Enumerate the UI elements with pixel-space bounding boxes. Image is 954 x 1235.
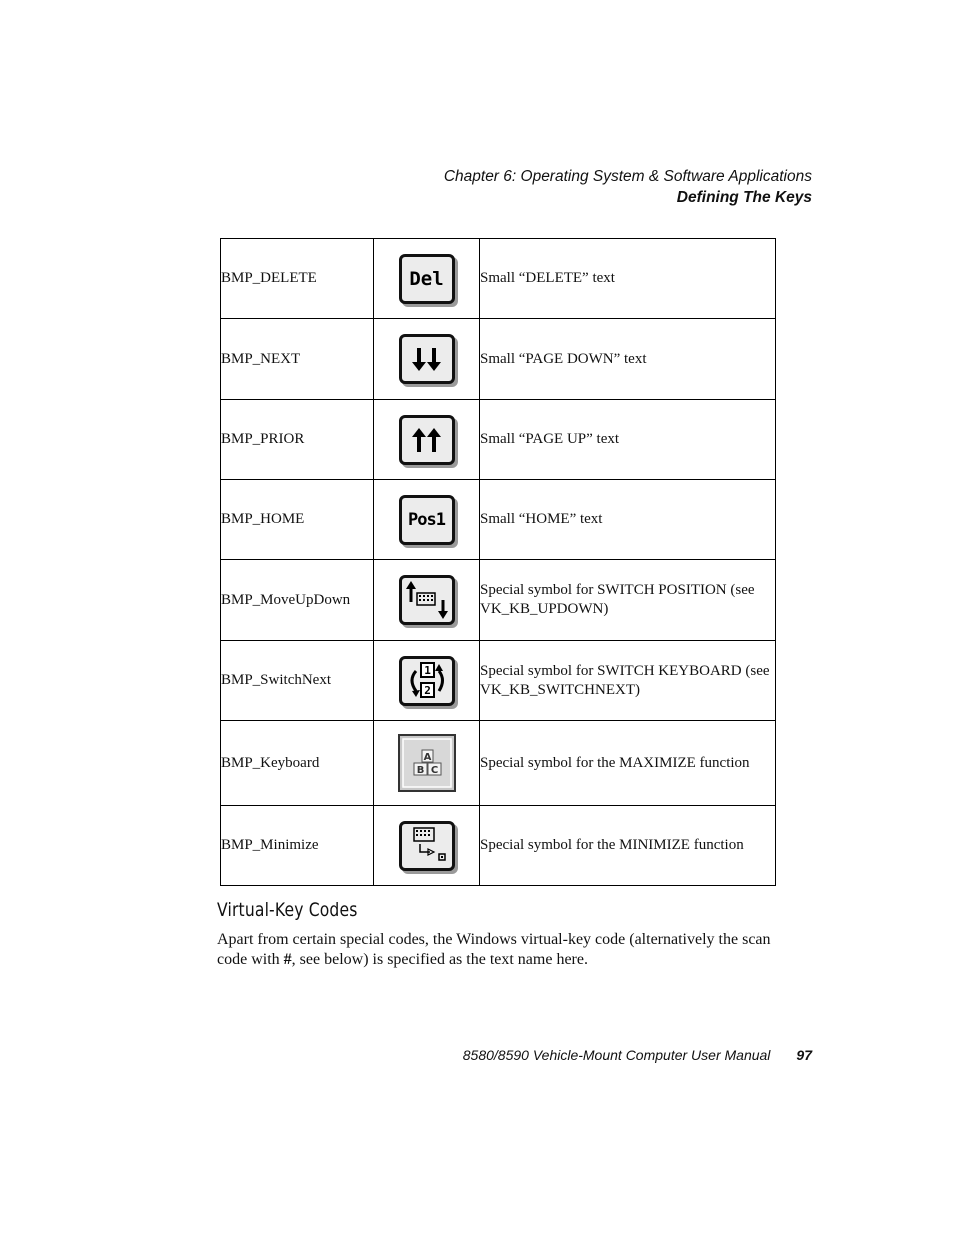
- double-up-arrow-key-icon: [399, 415, 455, 465]
- abc-label-a: A: [423, 752, 431, 763]
- key-description: Small “HOME” text: [480, 480, 776, 560]
- section-heading: Virtual-Key Codes: [217, 899, 358, 921]
- del-key-icon: Del: [399, 254, 455, 304]
- table-row: [221, 400, 776, 480]
- key-name: BMP_DELETE: [221, 239, 374, 319]
- page-footer: [463, 1047, 812, 1063]
- key-name: BMP_Minimize: [221, 806, 374, 886]
- move-up-down-key-icon: [399, 575, 455, 625]
- table-row: [221, 560, 776, 641]
- page-number: 97: [796, 1047, 812, 1063]
- key-description: Special symbol for SWITCH KEYBOARD (see VK_KB_SWITCHNEXT): [480, 641, 776, 721]
- key-name: BMP_Keyboard: [221, 721, 374, 806]
- key-description: Small “PAGE DOWN” text: [480, 319, 776, 400]
- abc-label-b: B: [416, 765, 424, 776]
- manual-title: 8580/8590 Vehicle-Mount Computer User Manual: [462, 1047, 771, 1063]
- switch-keyboard-key-icon: [399, 656, 455, 706]
- section-title: Defining The Keys: [676, 189, 812, 206]
- table-row: [221, 641, 776, 721]
- key-description: Special symbol for the MAXIMIZE function: [480, 721, 776, 806]
- table-row: [221, 239, 776, 319]
- pos1-key-icon: Pos1: [399, 495, 455, 545]
- table-row: [221, 806, 776, 886]
- key-description: Small “PAGE UP” text: [480, 400, 776, 480]
- table-row: [221, 319, 776, 400]
- key-name: BMP_SwitchNext: [221, 641, 374, 721]
- double-down-arrow-key-icon: [399, 334, 455, 384]
- key-name: BMP_MoveUpDown: [221, 560, 374, 641]
- table-row: [221, 721, 776, 806]
- key-description: Special symbol for the MINIMIZE function: [480, 806, 776, 886]
- switch-label-2: 2: [423, 683, 431, 697]
- running-header: [444, 166, 812, 208]
- key-description: Special symbol for SWITCH POSITION (see VK_KB_UPDOWN): [480, 560, 776, 641]
- body-paragraph: Apart from certain special codes, the Windows virtual-key code (alternatively the scan code with #, see below) is specified as the text name here.: [217, 931, 771, 968]
- bitmap-key-table: [220, 238, 776, 886]
- switch-label-1: 1: [423, 663, 431, 677]
- abc-keyboard-key-icon: [398, 734, 456, 792]
- table-row: [221, 480, 776, 560]
- key-name: BMP_HOME: [221, 480, 374, 560]
- key-description: Small “DELETE” text: [480, 239, 776, 319]
- key-name: BMP_NEXT: [221, 319, 374, 400]
- key-name: BMP_PRIOR: [221, 400, 374, 480]
- minimize-keyboard-key-icon: [399, 821, 455, 871]
- chapter-title: Chapter 6: Operating System & Software Applications: [443, 168, 812, 185]
- abc-label-c: C: [430, 765, 438, 776]
